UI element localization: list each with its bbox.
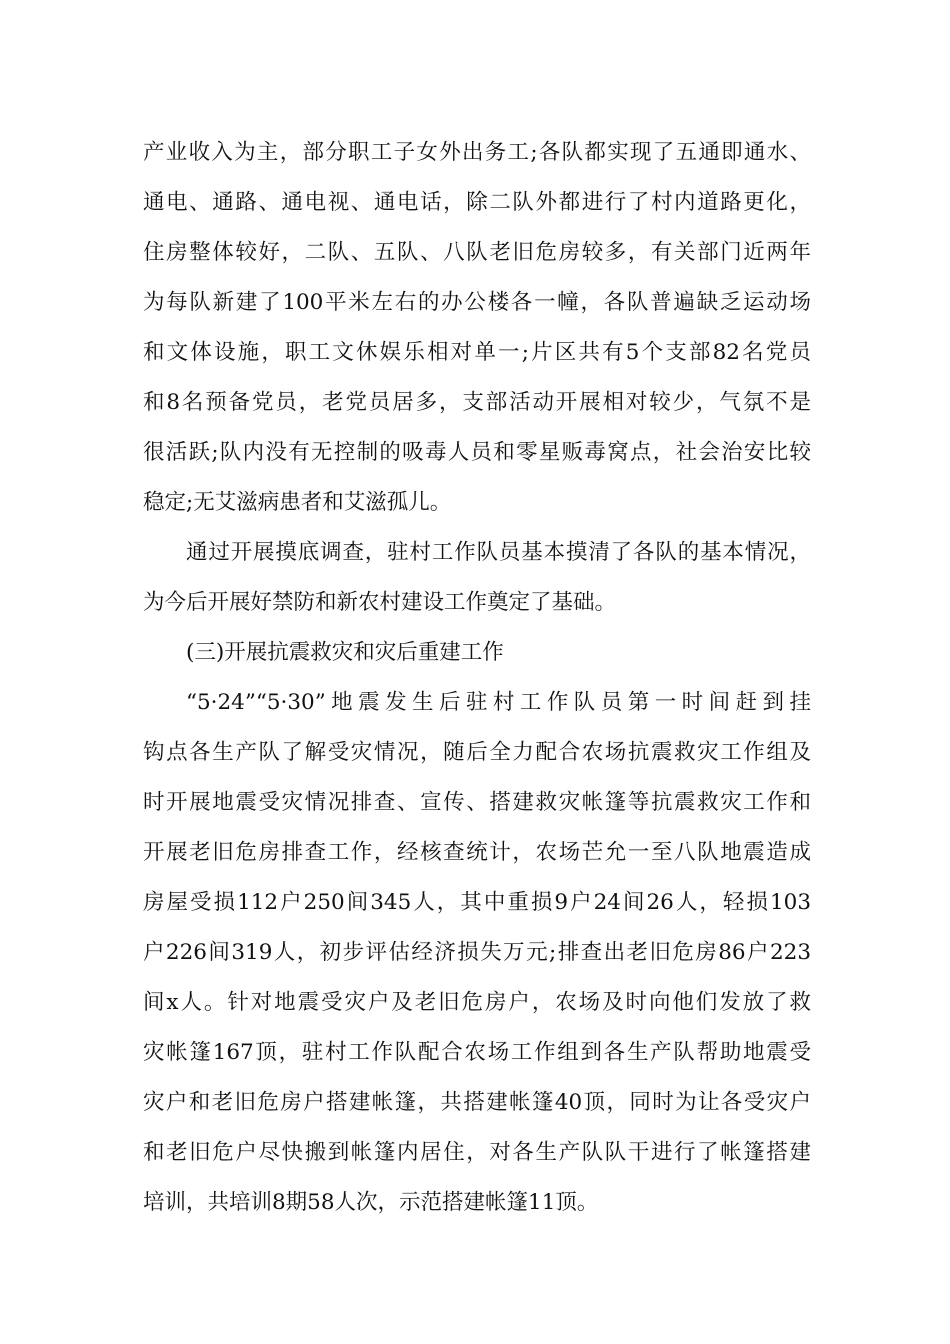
text-line: 时开展地震受灾情况排查、宣传、搭建救灾帐篷等抗震救灾工作和 [143, 790, 811, 815]
text-line: 开展老旧危房排查工作，经核查统计，农场芒允一至八队地震造成 [143, 840, 811, 865]
paragraph-first-line: 通过开展摸底调查，驻村工作队员基本摸清了各队的基本情况， [186, 540, 811, 565]
text-line: 户226间319人，初步评估经济损失万元;排查出老旧危房86户223 [143, 940, 811, 965]
section-heading: (三)开展抗震救灾和灾后重建工作 [186, 640, 504, 665]
text-line: 住房整体较好，二队、五队、八队老旧危房较多，有关部门近两年 [143, 240, 811, 265]
text-line: 间x人。针对地震受灾户及老旧危房户，农场及时向他们发放了救 [143, 990, 811, 1015]
text-line: 产业收入为主，部分职工子女外出务工;各队都实现了五通即通水、 [143, 140, 811, 165]
text-line: 和老旧危户尽快搬到帐篷内居住，对各生产队队干进行了帐篷搭建 [143, 1140, 811, 1165]
text-line: 钩点各生产队了解受灾情况，随后全力配合农场抗震救灾工作组及 [143, 740, 811, 765]
text-line: 和文体设施，职工文休娱乐相对单一;片区共有5个支部82名党员 [143, 340, 811, 365]
paragraph-first-line: “5·24”“5·30”地震发生后驻村工作队员第一时间赶到挂 [186, 690, 811, 715]
text-line: 稳定;无艾滋病患者和艾滋孤儿。 [143, 490, 452, 515]
text-line: 很活跃;队内没有无控制的吸毒人员和零星贩毒窝点，社会治安比较 [143, 440, 811, 465]
text-line: 为今后开展好禁防和新农村建设工作奠定了基础。 [143, 590, 617, 615]
text-line: 灾帐篷167顶，驻村工作队配合农场工作组到各生产队帮助地震受 [143, 1040, 811, 1065]
text-line: 和8名预备党员，老党员居多，支部活动开展相对较少，气氛不是 [143, 390, 811, 415]
text-line: 通电、通路、通电视、通电话，除二队外都进行了村内道路更化， [143, 190, 811, 215]
text-line: 培训，共培训8期58人次，示范搭建帐篷11顶。 [143, 1190, 599, 1215]
document-body [143, 128, 811, 1228]
text-line: 灾户和老旧危房户搭建帐篷，共搭建帐篷40顶，同时为让各受灾户 [143, 1090, 811, 1115]
text-line: 房屋受损112户250间345人，其中重损9户24间26人，轻损103 [143, 890, 811, 915]
text-line: 为每队新建了100平米左右的办公楼各一幢，各队普遍缺乏运动场 [143, 290, 811, 315]
